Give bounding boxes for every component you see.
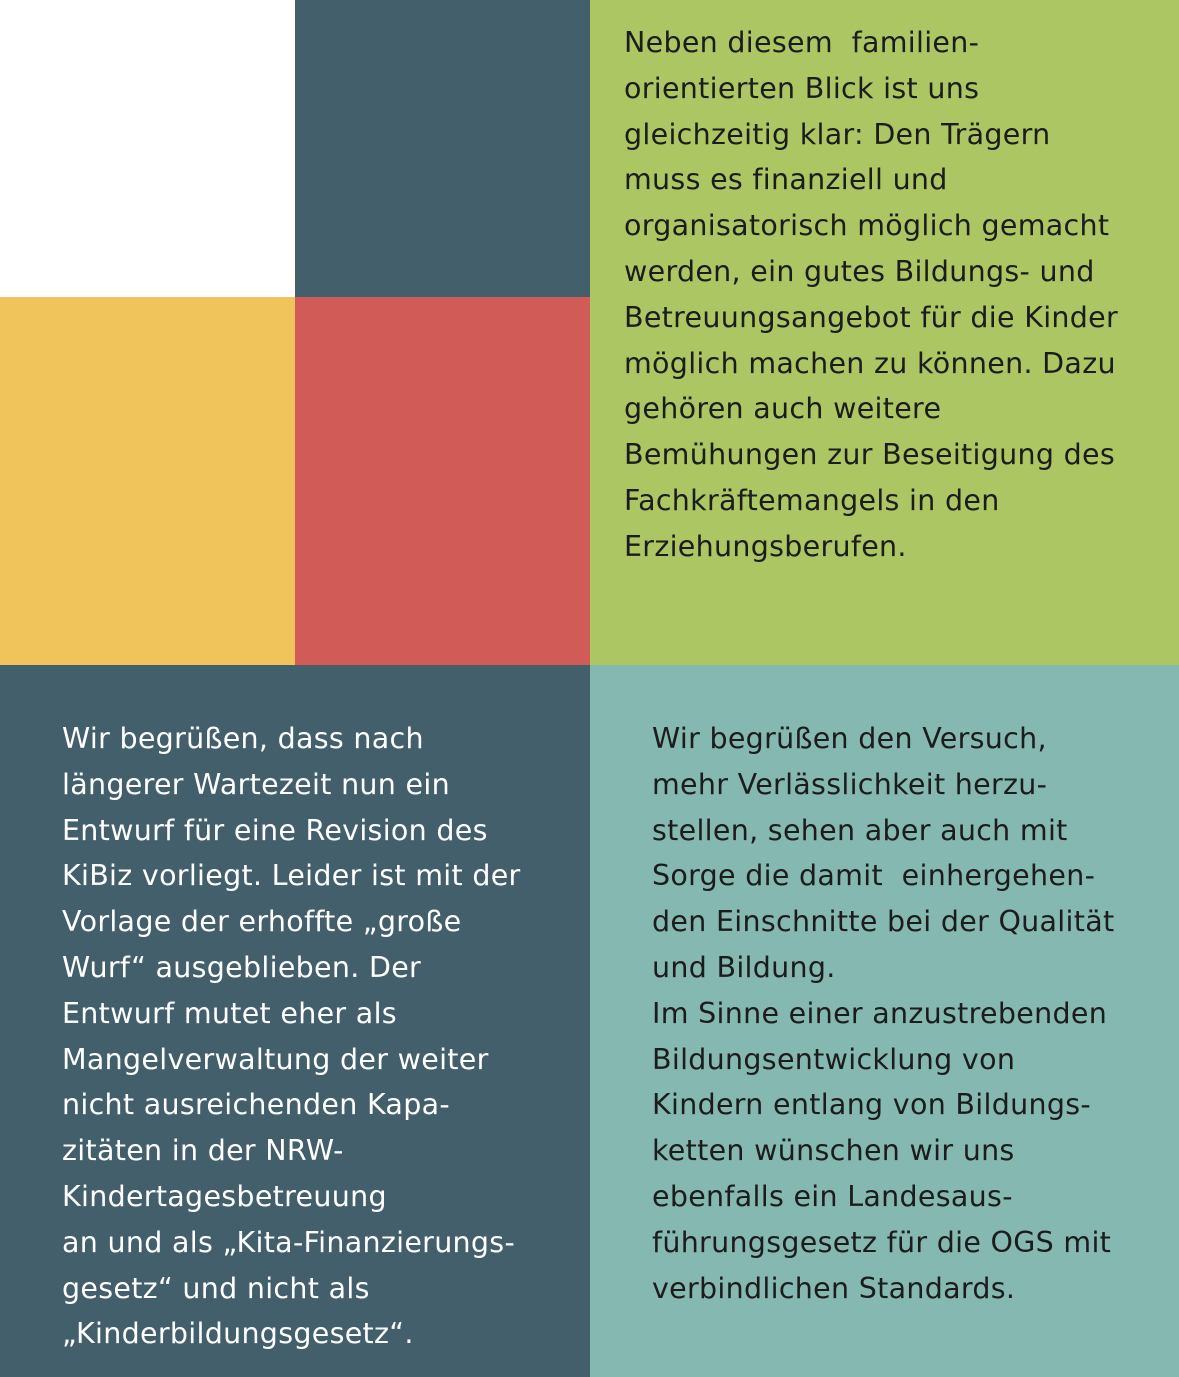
text-line: gesetz“ und nicht als <box>62 1271 370 1305</box>
text-line: Mangelverwaltung der weiter <box>62 1042 489 1076</box>
text-line: werden, ein gutes Bildungs- und <box>624 254 1095 288</box>
teal-text-panel <box>590 665 1179 1377</box>
text-line: „Kinderbildungsgesetz“. <box>62 1317 414 1351</box>
text-line: führungsgesetz für die OGS mit <box>652 1225 1112 1259</box>
text-line: Wir begrüßen, dass nach <box>62 722 424 755</box>
text-line: Vorlage der erhoffte „große <box>62 905 462 939</box>
petrol-tile <box>295 0 590 297</box>
text-line: Bemühungen zur Beseitigung des <box>624 438 1115 472</box>
text-line: Kindertagesbetreuung <box>62 1179 387 1213</box>
text-line: Im Sinne einer anzustrebenden <box>652 996 1108 1030</box>
dark-panel-text <box>62 716 521 1357</box>
text-line: Wurf“ ausgeblieben. Der <box>62 950 422 984</box>
text-line: orientierten Blick ist uns <box>624 71 980 105</box>
text-line: stellen, sehen aber auch mit <box>652 813 1068 847</box>
dark-text-panel <box>0 665 590 1377</box>
text-line: Fachkräftemangels in den <box>624 483 1000 517</box>
text-line: muss es finanziell und <box>624 163 948 197</box>
text-line: Erziehungsberufen. <box>624 529 907 563</box>
text-line: Betreuungsangebot für die Kinder <box>624 300 1119 334</box>
red-tile <box>295 297 590 665</box>
text-line: ebenfalls ein Landesaus- <box>652 1179 1013 1213</box>
text-line: gehören auch weitere <box>624 392 942 426</box>
text-line: nicht ausreichenden Kapa- <box>62 1088 450 1122</box>
text-line: längerer Wartezeit nun ein <box>62 767 450 801</box>
text-line: zitäten in der NRW- <box>62 1134 344 1168</box>
text-line: Kindern entlang von Bildungs- <box>652 1088 1091 1122</box>
text-line: möglich machen zu können. Dazu <box>624 346 1116 380</box>
text-line: Neben diesem familien- <box>624 26 980 59</box>
text-line: Bildungsentwicklung von <box>652 1042 1016 1076</box>
white-tile <box>0 0 295 297</box>
text-line: Sorge die damit einhergehen- <box>652 859 1096 893</box>
text-line: KiBiz vorliegt. Leider ist mit der <box>62 859 521 893</box>
text-line: den Einschnitte bei der Qualität <box>652 905 1115 939</box>
text-line: gleichzeitig klar: Den Trägern <box>624 117 1051 151</box>
text-line: ketten wünschen wir uns <box>652 1134 1015 1168</box>
text-line: Wir begrüßen den Versuch, <box>652 722 1047 755</box>
text-line: Entwurf für eine Revision des <box>62 813 488 847</box>
text-line: verbindlichen Standards. <box>652 1271 1016 1305</box>
green-text-panel <box>590 0 1179 665</box>
text-line: und Bildung. <box>652 950 836 984</box>
text-line: mehr Verlässlichkeit herzu- <box>652 767 1048 801</box>
green-panel-text <box>624 20 1118 570</box>
yellow-tile <box>0 297 295 665</box>
text-line: an und als „Kita-Finanzierungs- <box>62 1225 516 1259</box>
teal-panel-text <box>652 716 1114 1311</box>
text-line: organisatorisch möglich gemacht <box>624 209 1110 243</box>
text-line: Entwurf mutet eher als <box>62 996 397 1030</box>
